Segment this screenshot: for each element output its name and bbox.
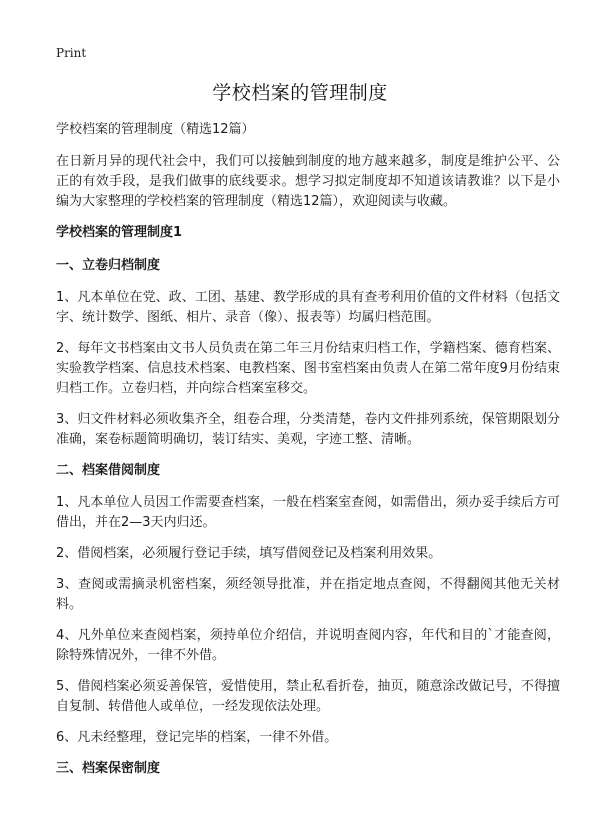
section-paragraph: 3、归文件材料必须收集齐全，组卷合理，分类清楚，卷内文件排列系统，保管期限划分准确，案卷标题简明确切，装订结实、美观，字迹工整、清晰。	[56, 412, 560, 447]
document-body	[56, 120, 560, 791]
section-paragraph: 2、每年文书档案由文书人员负责在第二年三月份结束归档工作，学籍档案、德育档案、实验教学档案、信息技术档案、电教档案、图书室档案由负责人在第二常年度9月份结束归档工作。立卷归档，并向综合档案室移交。	[56, 341, 560, 396]
section-paragraph: 2、借阅档案，必须履行登记手续，填写借阅登记及档案利用效果。	[56, 546, 442, 561]
section-paragraph: 1、凡本单位人员因工作需要查档案，一般在档案室查阅，如需借出，须办妥手续后方可借出，并在2—3天内归还。	[56, 495, 560, 530]
part-heading: 学校档案的管理制度1	[56, 225, 183, 240]
section-paragraph: 5、借阅档案必须妥善保管，爱惜使用，禁止私看折卷，抽页，随意涂改做记号，不得擅自复制、转借他人或单位，一经发现依法处理。	[56, 679, 560, 714]
section-heading: 一、立卷归档制度	[56, 258, 161, 273]
intro-paragraph: 在日新月异的现代社会中，我们可以接触到制度的地方越来越多，制度是维护公平、公正的有效手段，是我们做事的底线要求。想学习拟定制度却不知道该请教谁？以下是小编为大家整理的学校档案的管理制度（精选12篇），欢迎阅读与收藏。	[56, 154, 560, 209]
section-paragraph: 4、凡外单位来查阅档案，须持单位介绍信，并说明查阅内容，年代和目的`才能查阅，除特殊情况外，一律不外借。	[56, 628, 560, 663]
section-heading: 二、档案借阅制度	[56, 463, 161, 478]
document-subtitle: 学校档案的管理制度（精选12篇）	[56, 122, 255, 137]
page-title: 学校档案的管理制度	[212, 82, 388, 104]
section-heading: 三、档案保密制度	[56, 761, 161, 776]
section-paragraph: 6、凡未经整理，登记完毕的档案，一律不外借。	[56, 730, 338, 745]
print-link[interactable]: Print	[56, 46, 87, 60]
section-paragraph: 1、凡本单位在党、政、工团、基建、教学形成的具有查考利用价值的文件材料（包括文字、统计数学、图纸、相片、录音（像）、报表等）均属归档范围。	[56, 290, 560, 325]
section-paragraph: 3、查阅或需摘录机密档案，须经领导批准，并在指定地点查阅，不得翻阅其他无关材料。	[56, 577, 560, 612]
